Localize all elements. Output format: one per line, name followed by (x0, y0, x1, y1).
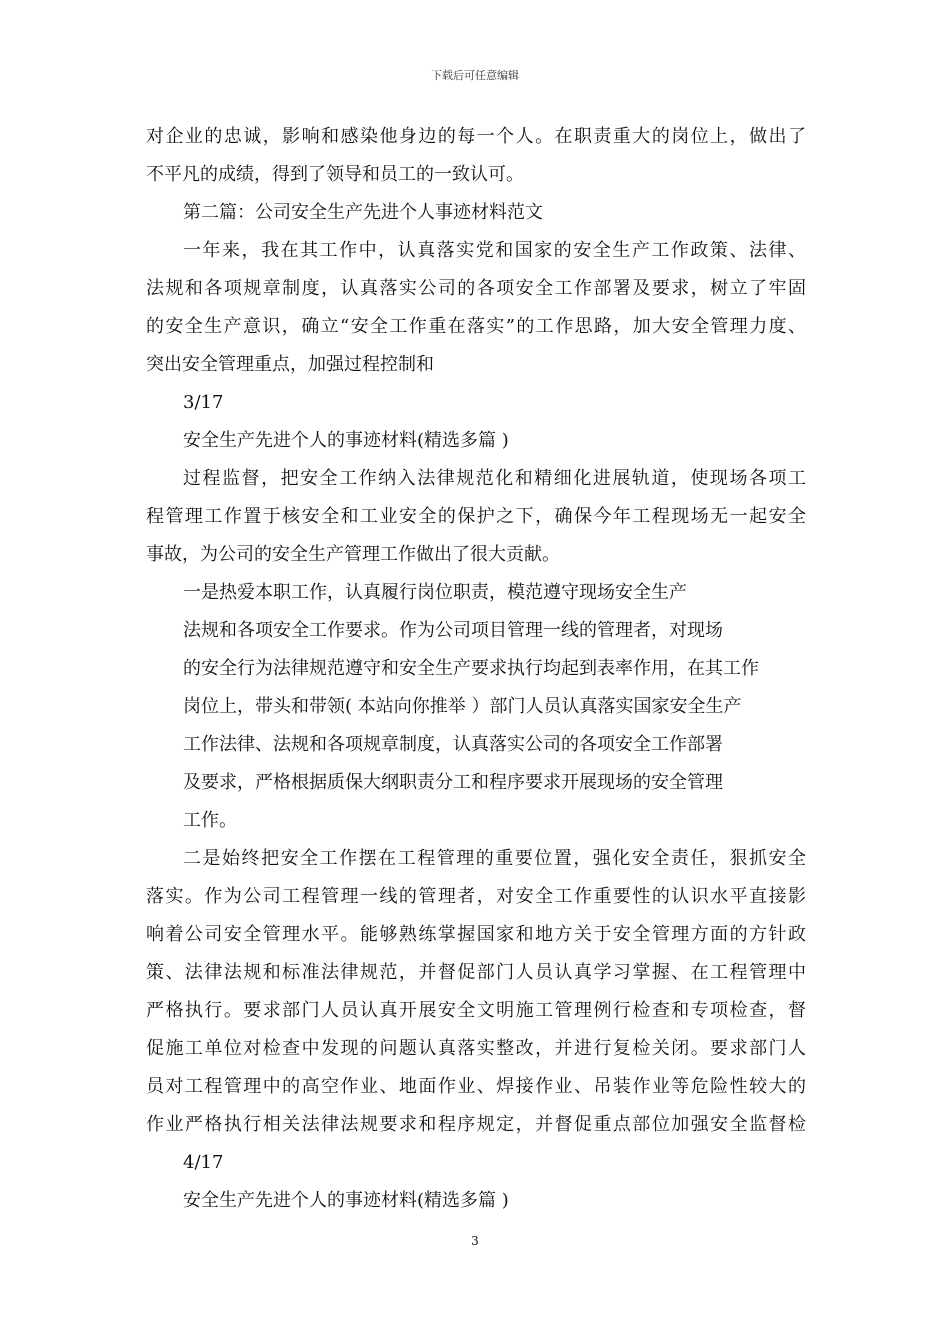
body-line: 二是始终把安全工作摆在工程管理的重要位置，强化安全责任，狠抓安全 (183, 848, 806, 869)
body-line: 对企业的忠诚，影响和感染他身边的每一个人。在职责重大的岗位上，做出了 (146, 126, 806, 147)
body-line: 一年来，我在其工作中，认真落实党和国家的安全生产工作政策、法律、 (183, 240, 806, 261)
source-page-marker: 3/17 (183, 392, 224, 413)
body-line: 法规和各项安全工作要求。作为公司项目管理一线的管理者，对现场 (183, 620, 723, 641)
running-title: 安全生产先进个人的事迹材料(精选多篇 ) (183, 430, 509, 451)
body-line: 工作。 (183, 810, 237, 831)
page-header: 下载后可任意编辑 (431, 69, 519, 82)
body-line: 程管理工作置于核安全和工业安全的保护之下，确保今年工程现场无一起安全 (146, 506, 806, 527)
body-line: 法规和各项规章制度，认真落实公司的各项安全工作部署及要求，树立了牢固 (146, 278, 806, 299)
body-line: 员对工程管理中的高空作业、地面作业、焊接作业、吊装作业等危险性较大的 (146, 1076, 806, 1097)
body-line: 策、法律法规和标准法律规范，并督促部门人员认真学习掌握、在工程管理中 (146, 962, 806, 983)
running-title: 安全生产先进个人的事迹材料(精选多篇 ) (183, 1190, 509, 1211)
body-line: 及要求，严格根据质保大纲职责分工和程序要求开展现场的安全管理 (183, 772, 723, 793)
source-page-marker: 4/17 (183, 1152, 224, 1173)
body-line: 的安全行为法律规范遵守和安全生产要求执行均起到表率作用，在其工作 (183, 658, 759, 679)
body-line: 响着公司安全管理水平。能够熟练掌握国家和地方关于安全管理方面的方针政 (146, 924, 806, 945)
page-number: 3 (471, 1234, 479, 1248)
body-line: 作业严格执行相关法律法规要求和程序规定，并督促重点部位加强安全监督检 (146, 1114, 806, 1135)
body-line: 岗位上，带头和带领( 本站向你推举 ）部门人员认真落实国家安全生产 (183, 696, 742, 717)
body-line: 一是热爱本职工作，认真履行岗位职责，模范遵守现场安全生产 (183, 582, 687, 603)
body-line: 落实。作为公司工程管理一线的管理者，对安全工作重要性的认识水平直接影 (146, 886, 806, 907)
body-line: 工作法律、法规和各项规章制度，认真落实公司的各项安全工作部署 (183, 734, 723, 755)
body-line: 事故，为公司的安全生产管理工作做出了很大贡献。 (146, 544, 560, 565)
body-line: 突出安全管理重点，加强过程控制和 (146, 354, 434, 375)
body-line: 的安全生产意识，确立“安全工作重在落实”的工作思路，加大安全管理力度、 (146, 316, 806, 337)
body-line: 过程监督，把安全工作纳入法律规范化和精细化进展轨道，使现场各项工 (183, 468, 806, 489)
section-title: 第二篇：公司安全生产先进个人事迹材料范文 (183, 202, 543, 223)
body-line: 促施工单位对检查中发现的问题认真落实整改，并进行复检关闭。要求部门人 (146, 1038, 806, 1059)
body-line: 严格执行。要求部门人员认真开展安全文明施工管理例行检查和专项检查，督 (146, 1000, 806, 1021)
body-line: 不平凡的成绩，得到了领导和员工的一致认可。 (146, 164, 524, 185)
